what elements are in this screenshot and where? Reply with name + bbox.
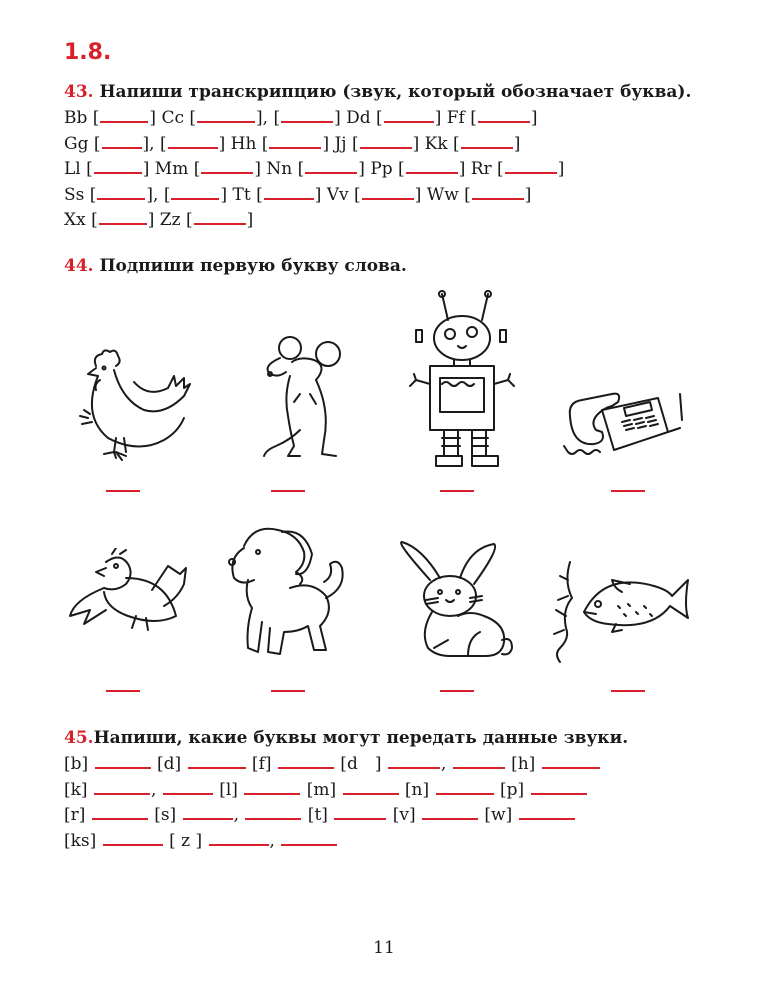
exercise-text: [b] [64,754,94,774]
task-43-number: 43. [64,82,94,102]
answer-blank[interactable] [531,779,587,795]
exercise-text: ] Jj [ [322,133,359,154]
task-43-exercise [64,106,564,234]
answer-blank[interactable] [281,107,333,123]
answer-blank[interactable] [264,184,314,200]
exercise-text: [t] [302,805,334,825]
fish-icon [548,558,694,668]
task-44-text: Подпиши первую букву слова. [99,256,407,276]
answer-blank[interactable] [95,753,151,769]
exercise-text: ] Zz [ [147,210,193,230]
dog-icon [218,522,354,674]
answer-blank[interactable] [99,209,147,225]
answer-blank[interactable] [278,753,334,769]
exercise-text: , [440,754,452,774]
exercise-text: ] Ff [ [434,108,477,128]
answer-blank[interactable] [201,158,253,174]
task-45-exercise [64,752,601,854]
answer-line-dog[interactable] [271,690,305,692]
answer-blank[interactable] [245,804,301,820]
exercise-text: , [269,830,281,851]
answer-line-robot[interactable] [440,490,474,492]
exercise-text: ] Ww [ [414,184,471,205]
answer-blank[interactable] [188,753,246,769]
task-43-line-2 [64,132,564,158]
answer-line-mouse[interactable] [271,490,305,492]
answer-blank[interactable] [388,753,440,769]
answer-blank[interactable] [461,133,513,149]
answer-blank[interactable] [197,107,255,123]
answer-blank[interactable] [478,107,530,123]
answer-blank[interactable] [362,184,414,200]
answer-blank[interactable] [422,804,478,820]
section-number: 1.8. [64,40,112,65]
exercise-text: [d] [151,754,187,774]
exercise-text: ] Rr [ [458,159,504,179]
answer-blank[interactable] [360,133,412,149]
exercise-text: Xx [ [64,210,98,230]
exercise-text: [m] [301,779,342,800]
answer-blank[interactable] [505,158,557,174]
answer-blank[interactable] [97,184,145,200]
exercise-text: ] Nn [ [254,159,305,179]
exercise-text: [f] [246,754,277,774]
exercise-text: ] Pp [ [358,159,405,179]
exercise-text: ] Kk [ [412,133,460,154]
exercise-text: ] Tt [ [220,184,263,205]
answer-blank[interactable] [542,753,600,769]
task-44-number: 44. [64,256,94,276]
answer-blank[interactable] [100,107,148,123]
exercise-text: Ll [ [64,159,93,179]
answer-blank[interactable] [519,804,575,820]
task-45-number: 45. [64,728,94,748]
task-43-line-3 [64,157,564,183]
answer-blank[interactable] [436,779,494,795]
exercise-text: [p] [494,779,530,800]
exercise-text: [n] [399,779,435,800]
exercise-text: ] Hh [ [218,133,269,154]
answer-blank[interactable] [269,133,321,149]
answer-line-rabbit[interactable] [440,690,474,692]
exercise-text: ] Vv [ [314,184,361,205]
exercise-text: [r] [64,805,91,825]
exercise-text: ] Cc [ [149,108,197,128]
exercise-text: ] [557,159,565,179]
exercise-text: ] Dd [ [334,108,383,128]
exercise-text: ], [ [256,108,281,128]
task-44-title [64,256,407,276]
exercise-text: [w] [479,805,518,825]
answer-blank[interactable] [163,779,213,795]
answer-blank[interactable] [334,804,386,820]
answer-blank[interactable] [103,830,163,846]
answer-blank[interactable] [171,184,219,200]
exercise-text: ] [513,133,521,154]
answer-blank[interactable] [102,133,142,149]
task-45-line-1 [64,752,601,778]
exercise-text: , [233,805,245,825]
answer-line-fish[interactable] [611,690,645,692]
exercise-text: ] Mm [ [142,159,201,179]
task-43-text: Напиши транскрипцию (звук, который обозначает буква). [99,82,692,102]
exercise-text: [s] [148,805,182,825]
exercise-text: [d ] [334,754,387,774]
answer-blank[interactable] [244,779,300,795]
answer-blank[interactable] [472,184,524,200]
task-45-line-3 [64,803,601,829]
answer-line-telephone[interactable] [611,490,645,492]
rabbit-icon [394,540,522,662]
answer-blank[interactable] [281,830,337,846]
task-45-title [64,728,628,748]
exercise-text: [k] [64,779,93,800]
exercise-text: Gg [ [64,133,101,154]
robot-icon [402,288,518,472]
task-43-line-5 [64,208,564,234]
exercise-text: ] [524,184,532,205]
answer-blank[interactable] [384,107,434,123]
exercise-text: [ z ] [163,830,208,851]
answer-blank[interactable] [343,779,399,795]
answer-blank[interactable] [92,804,148,820]
telephone-icon [562,390,686,464]
task-45-line-2 [64,778,601,804]
hen-icon [66,346,196,470]
task-45-line-4 [64,829,601,855]
answer-blank[interactable] [94,779,150,795]
task-43-line-1 [64,106,564,132]
exercise-text: [ks] [64,830,102,851]
task-43-title [64,82,691,102]
exercise-text: ] [246,210,254,230]
exercise-text: ], [ [142,133,167,154]
answer-blank[interactable] [305,158,357,174]
exercise-text: Bb [ [64,108,100,128]
exercise-text: Ss [ [64,184,97,205]
page-number: 11 [373,938,395,958]
bird-icon [66,548,196,644]
answer-blank[interactable] [183,804,233,820]
answer-line-hen[interactable] [106,490,140,492]
answer-blank[interactable] [406,158,458,174]
task-43-line-4 [64,183,564,209]
answer-blank[interactable] [453,753,505,769]
exercise-text: ] [530,108,538,128]
answer-line-bird[interactable] [106,690,140,692]
task-45-text: Напиши, какие буквы могут передать данные звуки. [93,728,629,748]
exercise-text: [v] [387,805,421,825]
answer-blank[interactable] [94,158,142,174]
answer-blank[interactable] [194,209,246,225]
exercise-text: , [150,779,162,800]
answer-blank[interactable] [209,830,269,846]
exercise-text: [l] [213,779,244,800]
answer-blank[interactable] [168,133,218,149]
exercise-text: ], [ [146,184,171,205]
mouse-icon [254,336,354,468]
exercise-text: [h] [505,754,541,774]
